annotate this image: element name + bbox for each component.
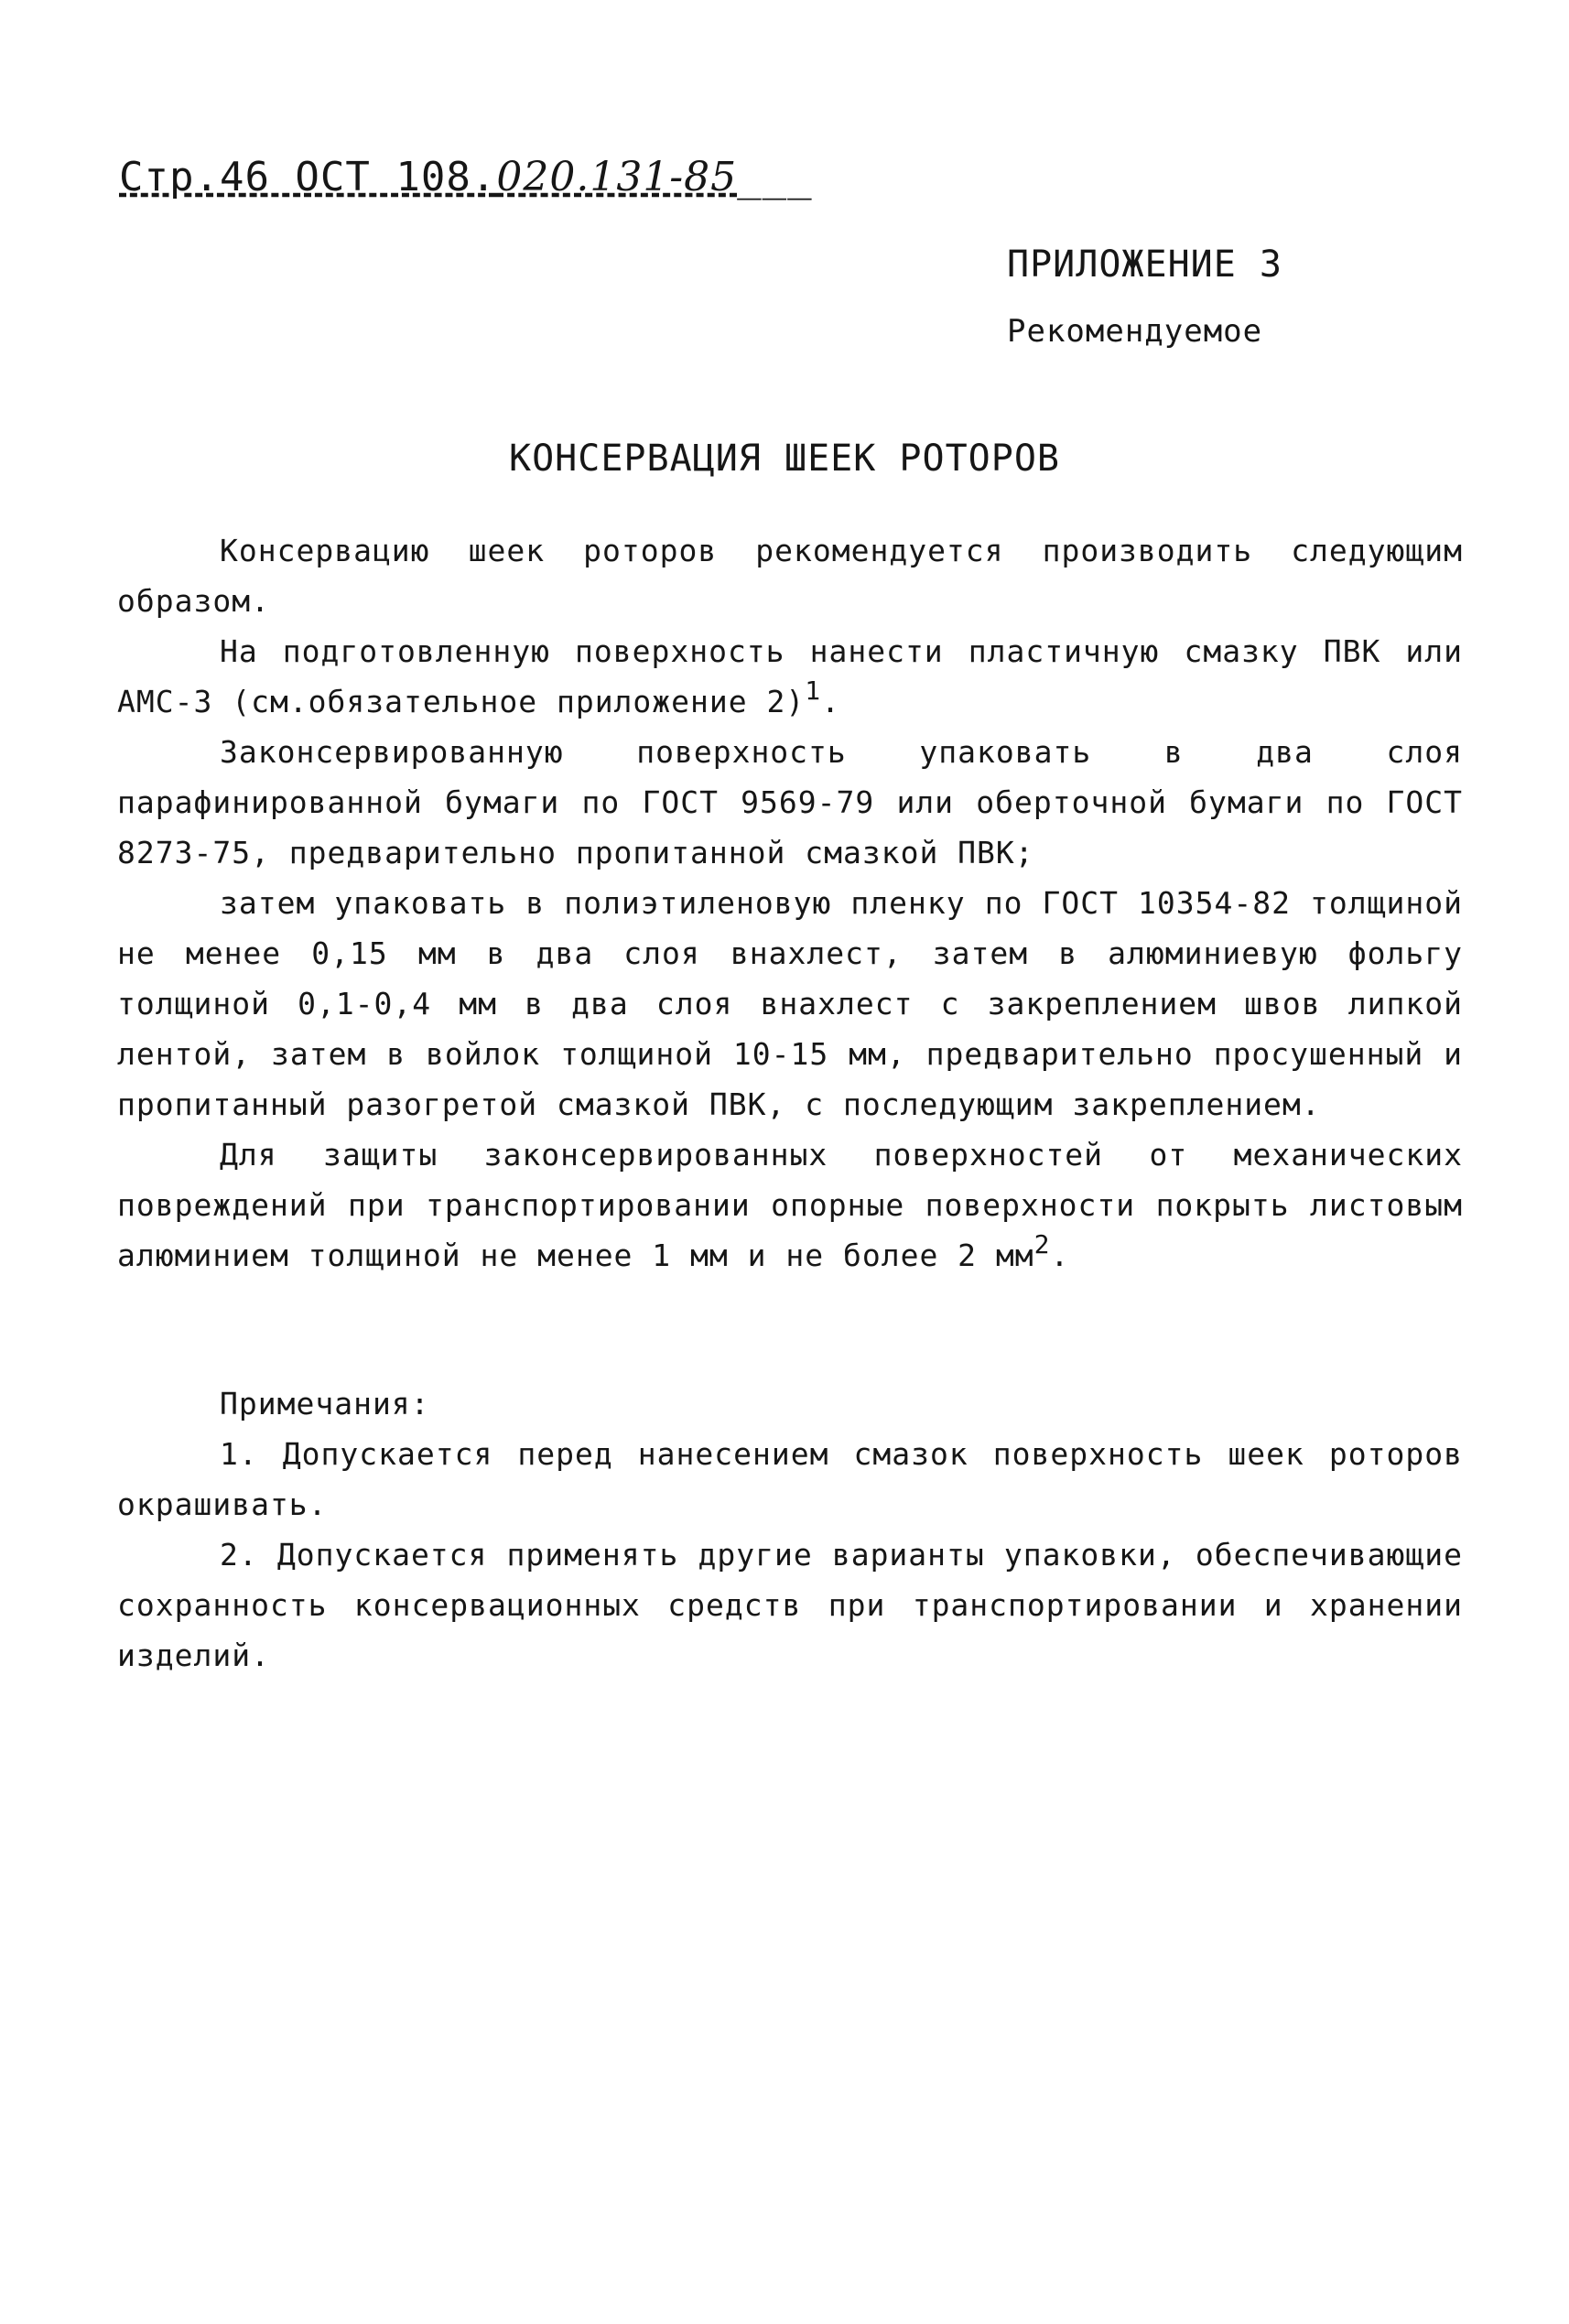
paragraph-2-end: .: [821, 684, 840, 719]
document-title: КОНСЕРВАЦИЯ ШЕЕК РОТОРОВ: [509, 438, 1060, 480]
appendix-label: ПРИЛОЖЕНИЕ 3: [1007, 243, 1282, 286]
notes-title: Примечания:: [220, 1386, 430, 1421]
paragraph-4: затем упаковать в полиэтиленовую пленку по ГОСТ 10354-82 толщиной не менее 0,15 мм в два слоя внахлест, затем в алюминиевую фольгу толщиной 0,1-0,4 мм в два слоя внахлест с закреплением швов липкой лентой, затем в войлок толщиной 10-15 мм, предварительно просушенный и пропитанный разогретой смазкой ПВК, с последующим закреплением.: [117, 885, 1463, 1122]
paragraph-2: [117, 626, 1463, 727]
document-body: [117, 525, 1463, 1281]
paragraph-1: Консервацию шеек роторов рекомендуется производить следующим образом.: [117, 533, 1463, 619]
note-2: 2. Допускается применять другие варианты упаковки, обеспечивающие сохранность консервационных средств при транспортировании и хранении изделий.: [117, 1537, 1463, 1673]
appendix-status: Рекомендуемое: [1007, 313, 1263, 350]
paragraph-5-end: .: [1050, 1238, 1070, 1273]
note-1: 1. Допускается перед нанесением смазок поверхность шеек роторов окрашивать.: [117, 1436, 1463, 1522]
paragraph-5: [117, 1130, 1463, 1281]
paragraph-3: Законсервированную поверхность упаковать в два слоя парафинированной бумаги по ГОСТ 9569-79 или оберточной бумаги по ГОСТ 8273-75, предварительно пропитанной смазкой ПВК;: [117, 734, 1463, 870]
notes-section: [117, 1378, 1463, 1681]
header-label: Стр.46 ОСТ 108.: [119, 154, 497, 200]
footnote-ref-1: 1: [805, 676, 822, 706]
page-header: [119, 154, 813, 200]
paragraph-2-text: На подготовленную поверхность нанести пластичную смазку ПВК или АМС-3 (см.обязательное приложение 2): [117, 633, 1463, 719]
standard-number: 020.131-85: [496, 154, 738, 200]
paragraph-5-text: Для защиты законсервированных поверхностей от механических повреждений при транспортировании опорные поверхности покрыть листовым алюминием толщиной не менее 1 мм и не более 2 мм: [117, 1137, 1463, 1273]
header-tail: ___: [737, 154, 813, 200]
footnote-ref-2: 2: [1033, 1229, 1051, 1259]
